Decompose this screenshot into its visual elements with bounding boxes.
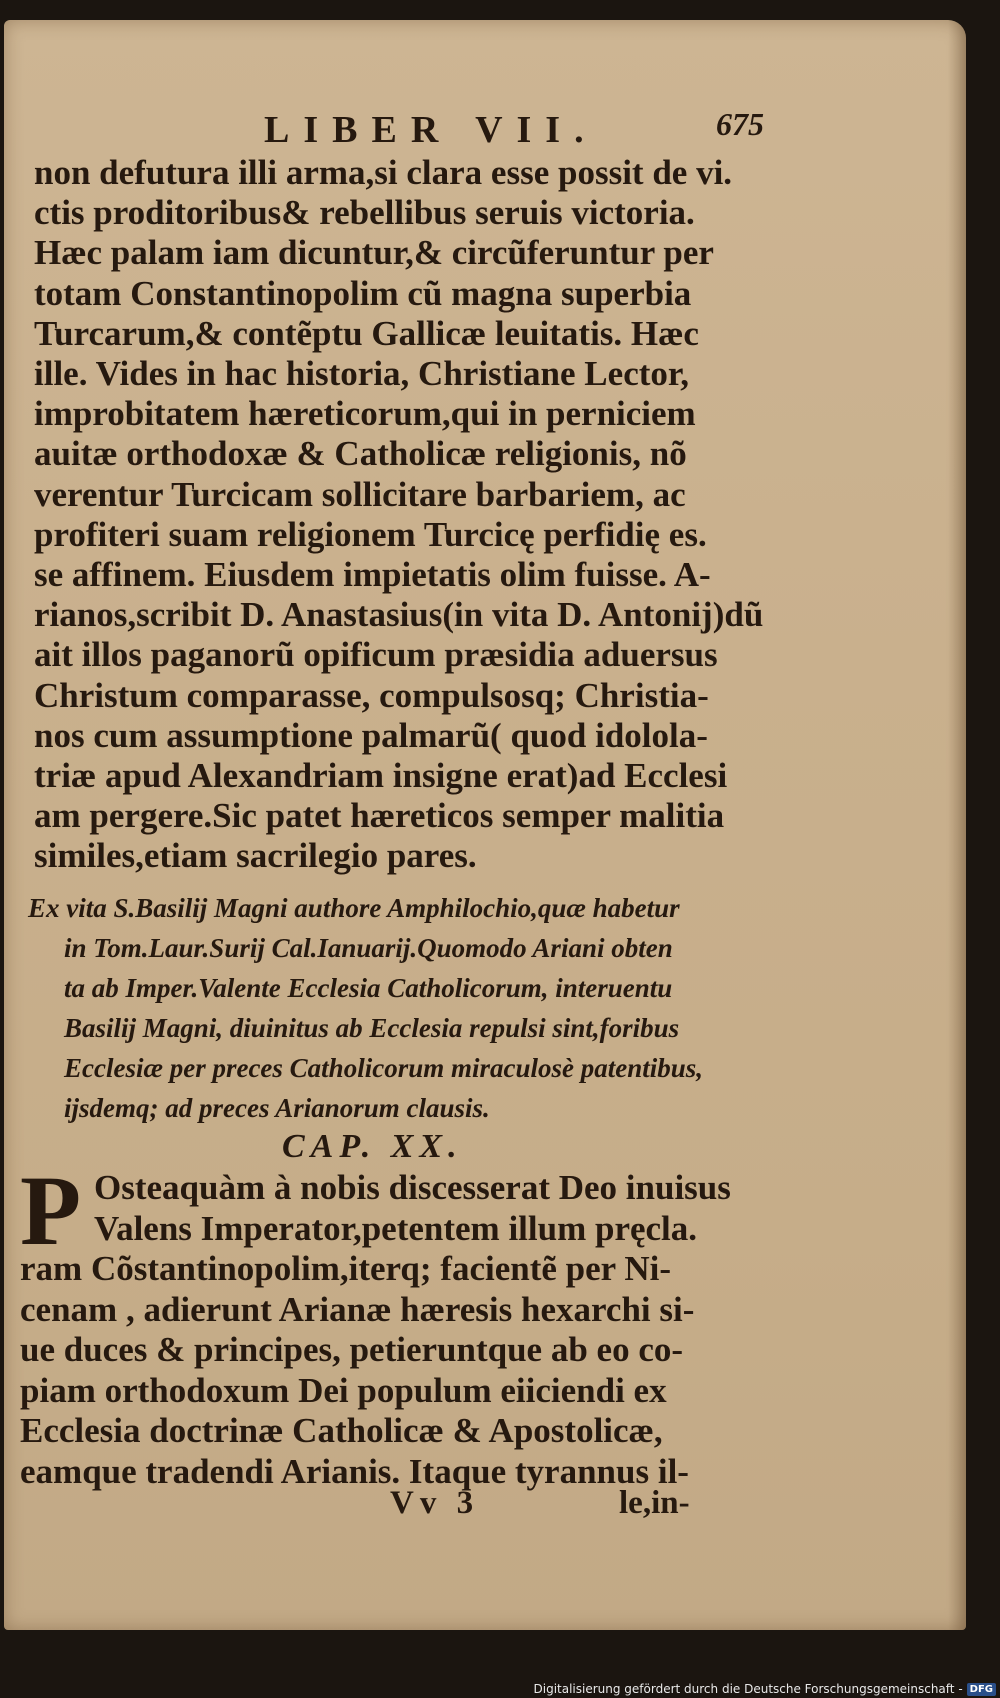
digitization-credit [534,1682,997,1696]
chapter-line: Valens Imperator,petentem illum pręcla. [94,1208,698,1248]
body-line: Christum comparasse, compulsosq; Christia- [34,675,709,715]
page-footer [4,1485,966,1535]
summary-line: Ex vita S.Basilij Magni authore Amphilochio,quæ habetur [28,893,680,923]
running-head: LIBER VII. [264,109,598,151]
page-number: 675 [716,106,764,142]
chapter-line: cenam , adierunt Arianæ hæresis hexarchi si- [20,1289,695,1329]
body-line: Turcarum,& contẽptu Gallicæ leuitatis. Hæc [34,313,699,353]
body-line: improbitatem hæreticorum,qui in perniciem [34,394,696,434]
catchword: le,in- [619,1485,690,1521]
body-line: nos cum assumptione palmarũ( quod idolola- [34,715,708,755]
body-line: verentur Turcicam sollicitare barbariem, ac [34,474,686,514]
chapter-line: ue duces & principes, petieruntque ab eo co- [20,1330,684,1369]
body-line: ctis proditoribus& rebellibus seruis victoria. [34,193,695,233]
body-line: ille. Vides in hac historia, Christiane Lector, [34,354,689,394]
page-header [4,94,966,154]
body-line: totam Constantinopolim cũ magna superbia [34,273,692,313]
chapter-heading: CAP. XX. [282,1128,463,1165]
summary-line: Ecclesiæ per preces Catholicorum miraculosè patentibus, [64,1053,703,1083]
summary-line: Basilij Magni, diuinitus ab Ecclesia repulsi sint,foribus [64,1013,680,1043]
signature-mark: Vv 3 [390,1485,480,1521]
credit-text: Digitalisierung gefördert durch die Deutsche Forschungsgemeinschaft - [533,1682,963,1696]
body-line: non defutura illi arma,si clara esse possit de vi. [34,153,733,192]
chapter-summary [28,888,788,1128]
body-line: triæ apud Alexandriam insigne erat)ad Ecclesi [34,756,728,796]
drop-cap-initial: P [20,1155,82,1266]
body-line: profiteri suam religionem Turcicę perfidię es. [34,514,707,554]
book-page [4,20,966,1630]
body-paragraph [34,153,764,877]
summary-line: ijsdemq; ad preces Arianorum clausis. [64,1093,490,1123]
chapter-line: piam orthodoxum Dei populum eiiciendi ex [20,1370,667,1410]
chapter-line: eamque tradendi Arianis. Itaque tyrannus il- [20,1451,689,1491]
body-line: similes,etiam sacrilegio pares. [34,836,477,876]
body-line: Hæc palam iam dicuntur,& circũferuntur per [34,233,714,273]
body-line: rianos,scribit D. Anastasius(in vita D. Antonij)dũ [34,595,764,635]
chapter-line: Osteaquàm à nobis discesserat Deo inuisus [94,1168,731,1207]
chapter-line: ram Cõstantinopolim,iterq; facientẽ per Ni- [20,1249,671,1288]
summary-line: in Tom.Laur.Surij Cal.Ianuarij.Quomodo Ariani obten [64,933,673,963]
summary-line: ta ab Imper.Valente Ecclesia Catholicorum, interuentu [64,973,673,1003]
dfg-logo: DFG [967,1683,996,1696]
body-line: auitæ orthodoxæ & Catholicæ religionis, nõ [34,434,687,474]
body-line: se affinem. Eiusdem impietatis olim fuisse. A- [34,555,711,595]
body-line: ait illos paganorũ opificum præsidia aduersus [34,635,718,675]
body-line: am pergere.Sic patet hæreticos semper malitia [34,796,725,836]
chapter-line: Ecclesia doctrinæ Catholicæ & Apostolicæ, [20,1411,663,1450]
chapter-paragraph [20,1155,790,1492]
